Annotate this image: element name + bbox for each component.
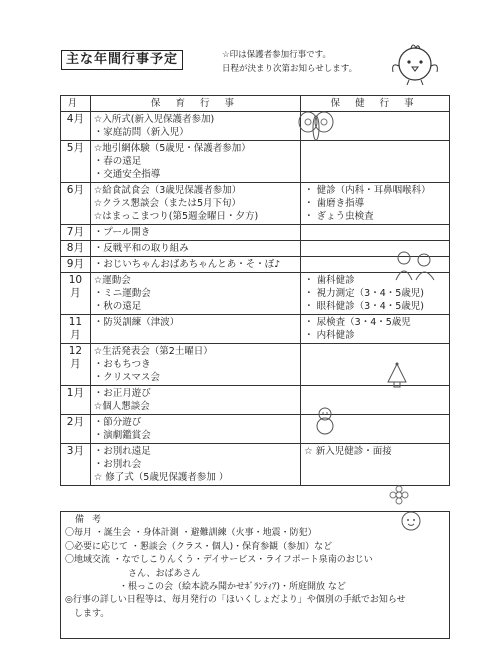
hoken-cell-line: ・ 視力測定（3・4・5歳児): [304, 288, 425, 299]
month-cell-line: 1月: [66, 387, 84, 399]
table-row: [61, 444, 450, 486]
chick-illustration: [385, 40, 445, 86]
hoiku-cell-line: ☆個人懇談会: [93, 401, 150, 412]
grandparents-illustration: [392, 250, 438, 282]
hoken-cell-line: ・ 尿検査（3・4・5歳児: [304, 317, 411, 328]
hoiku-cell-line: ☆入所式(新入児保護者参加): [93, 114, 215, 125]
hoiku-cell: [90, 415, 300, 444]
hoken-cell-line: ・ ぎょう虫検査: [304, 211, 374, 222]
month-cell: [61, 112, 91, 141]
hoiku-cell: [90, 112, 300, 141]
hoiku-cell-line: ・交通安全指導: [93, 169, 161, 180]
remarks-line: 〇必要に応じて ・懇談会（クラス・個人)・保育参観（参加）など: [65, 541, 333, 552]
hoken-cell-line: ・ 歯科健診: [304, 275, 355, 286]
header-hoken: 保 健 行 事: [301, 96, 450, 112]
hoiku-cell: [90, 183, 300, 225]
month-cell-line: 12: [68, 345, 83, 357]
kid-illustration: [398, 509, 424, 533]
hoken-cell-line: ・ 眼科健診（3・4・5歳児): [304, 301, 425, 312]
header-note: [222, 48, 357, 76]
hoiku-cell-line: ・お別れ会: [93, 459, 142, 470]
table-row: [61, 225, 450, 241]
hoken-cell: [301, 315, 450, 344]
hoken-cell-line: ・ 歯磨き指導: [304, 198, 365, 209]
hoiku-cell-line: ☆ 修了式（5歳児保護者参加 ）: [93, 472, 229, 483]
hoiku-cell-line: ☆はまっこまつり(第5週金曜日・夕方): [93, 211, 259, 222]
hoiku-cell-line: ・おもちつき: [93, 359, 151, 370]
month-cell-line: 3月: [66, 445, 84, 457]
month-cell-line: 4月: [66, 113, 84, 125]
hoiku-cell: [90, 315, 300, 344]
month-cell: [61, 257, 91, 273]
note-line-2: 日程が決まり次第お知らせします。: [222, 64, 358, 74]
hoiku-cell: [90, 386, 300, 415]
hoken-cell-line: ・ 内科健診: [304, 330, 355, 341]
remarks-line: さん、おばあさん: [65, 568, 201, 579]
hoiku-cell-line: ・プール開き: [93, 227, 151, 238]
month-cell: [61, 386, 91, 415]
hoiku-cell-line: ☆クラス懇談会（または5月下旬）: [93, 198, 242, 209]
hoiku-cell-line: ・クリスマス会: [93, 372, 160, 383]
hoiku-cell-line: ☆生活発表会（第2土曜日）: [93, 346, 213, 357]
hoken-cell: [301, 183, 450, 225]
hoiku-cell-line: ・ミニ運動会: [93, 288, 151, 299]
month-cell: [61, 344, 91, 386]
month-cell-line: 10: [68, 274, 83, 286]
month-cell-line: 2月: [66, 416, 84, 428]
hoiku-cell-line: ・反戦平和の取り組み: [93, 243, 189, 254]
remarks-line: します。: [65, 608, 110, 619]
table-header-row: [61, 96, 450, 112]
month-cell-line: 11: [68, 316, 83, 328]
flower-illustration: [388, 484, 410, 506]
header-month: 月: [61, 96, 91, 112]
schedule-table: [60, 95, 450, 486]
hoiku-cell-line: ・おじいちゃんおばあちゃんとあ・そ・ぼ♪: [93, 259, 281, 270]
month-cell-line: 7月: [66, 226, 84, 238]
month-cell: [61, 273, 91, 315]
hoiku-cell: [90, 344, 300, 386]
remarks-line: 〇毎月 ・誕生会 ・身体計測 ・避難訓練（火事・地震・防犯）: [65, 528, 317, 539]
hoiku-cell-line: ・家庭訪問（新入児）: [93, 127, 189, 138]
hoiku-cell: [90, 225, 300, 241]
month-cell-line: 9月: [66, 258, 84, 270]
month-cell: [61, 141, 91, 183]
header-hoiku: 保 育 行 事: [90, 96, 300, 112]
table-row: [61, 315, 450, 344]
hoiku-cell: [90, 257, 300, 273]
hoken-cell: [301, 141, 450, 183]
hoiku-cell-line: ☆地引網体験（5歳児・保護者参加）: [93, 143, 251, 154]
table-row: [61, 112, 450, 141]
hoken-cell: [301, 225, 450, 241]
remarks-line: ◎行事の詳しい日程等は、毎月発行の「ほいくしょだより」や個別の手紙でお知らせ: [65, 595, 406, 606]
table-row: [61, 183, 450, 225]
month-cell-line: 月: [70, 287, 81, 299]
hoken-cell-line: ・ 健診（内科・耳鼻咽喉科）: [304, 185, 431, 196]
hoiku-cell: [90, 241, 300, 257]
month-cell-line: 月: [70, 358, 81, 370]
butterfly-illustration: [296, 108, 336, 144]
hoiku-cell: [90, 444, 300, 486]
note-line-1: ☆印は保護者参加行事です。: [222, 50, 331, 60]
hoken-cell: [301, 344, 450, 386]
month-cell: [61, 444, 91, 486]
hoken-cell: [301, 444, 450, 486]
hoiku-cell-line: ・節分遊び: [93, 417, 142, 428]
month-cell: [61, 241, 91, 257]
hoiku-cell-line: ・お正月遊び: [93, 388, 151, 399]
hoiku-cell-line: ・お別れ遠足: [93, 446, 151, 457]
remarks-box: [60, 511, 450, 639]
hoiku-cell: [90, 273, 300, 315]
month-cell-line: 5月: [66, 142, 84, 154]
snowman-illustration: [312, 405, 338, 435]
table-row: [61, 415, 450, 444]
hoiku-cell-line: ・演劇鑑賞会: [93, 430, 151, 441]
christmas-tree-illustration: [384, 362, 410, 390]
month-cell-line: 6月: [66, 184, 84, 196]
month-cell-line: 8月: [66, 242, 84, 254]
month-cell: [61, 225, 91, 241]
remarks-line: ・根っこの会（絵本読み聞かせﾎﾞﾗﾝﾃｨｱ)・所庭開放 など: [65, 582, 346, 593]
page-title: 主な年間行事予定: [61, 50, 183, 70]
hoken-cell-line: ☆ 新入児健診・面接: [304, 446, 392, 457]
hoiku-cell-line: ☆運動会: [93, 275, 131, 286]
hoiku-cell-line: ・秋の遠足: [93, 301, 142, 312]
month-cell: [61, 315, 91, 344]
hoiku-cell-line: ・防災訓練（津波）: [93, 317, 180, 328]
hoiku-cell-line: ・春の遠足: [93, 156, 142, 167]
month-cell: [61, 415, 91, 444]
remarks-line: 〇地域交流 ・なでしこりんくう・デイサービス・ライフポート泉南のおじい: [65, 555, 373, 566]
hoiku-cell: [90, 141, 300, 183]
hoiku-cell-line: ☆給食試食会（3歳児保護者参加）: [93, 185, 242, 196]
remarks-title: 備考: [75, 515, 110, 525]
month-cell-line: 月: [70, 329, 81, 341]
month-cell: [61, 183, 91, 225]
table-row: [61, 141, 450, 183]
